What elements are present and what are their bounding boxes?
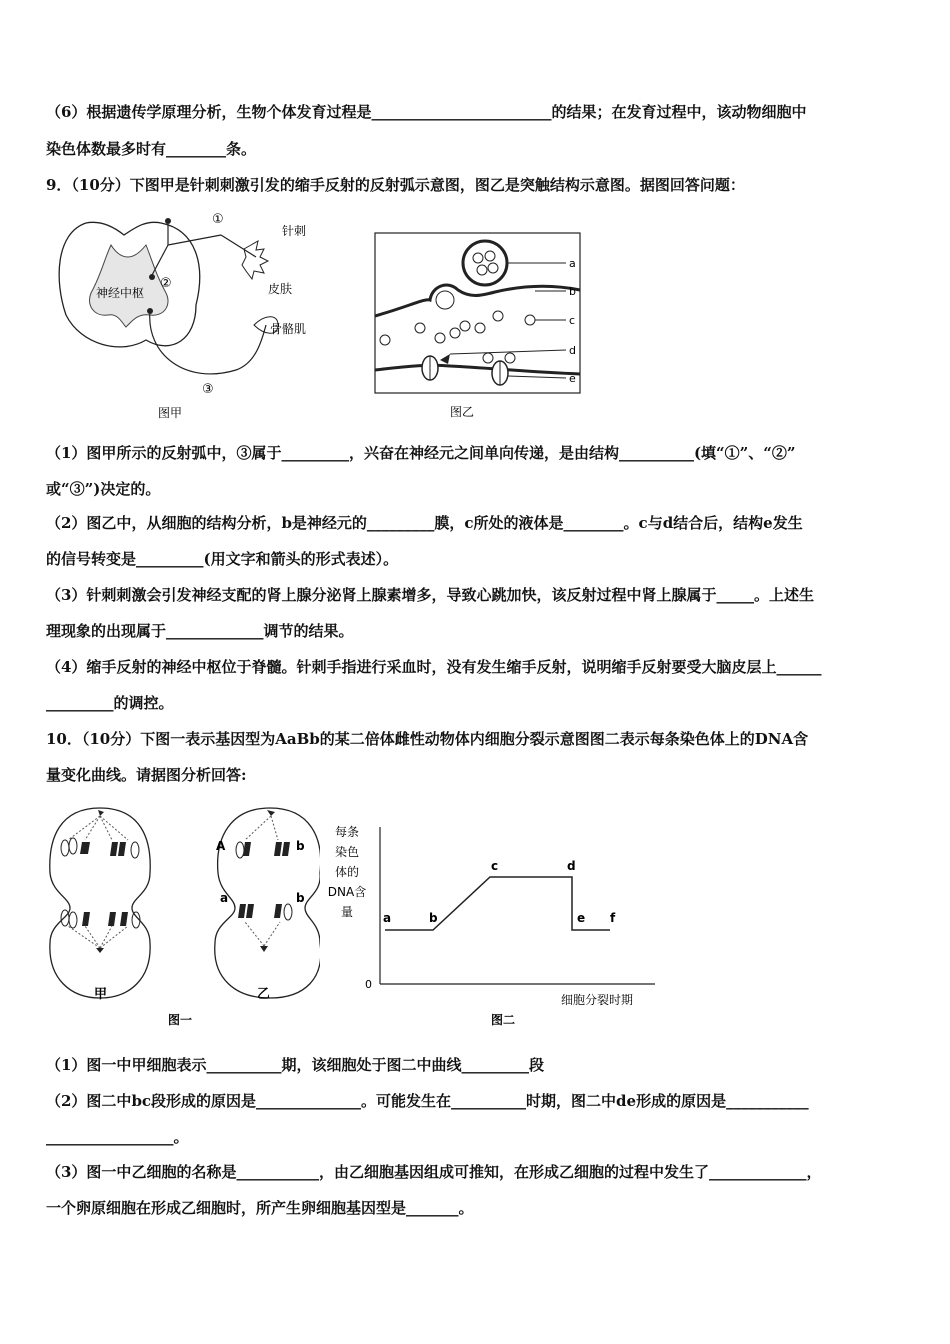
q9-p4-line1: （4）缩手反射的神经中枢位于脊髓。针刺手指进行采血时，没有发生缩手反射，说明缩手反射要受大脑皮层上______ (46, 658, 822, 676)
spindle-fiber (85, 926, 100, 948)
neurotransmitter (493, 311, 503, 321)
label-skin: 皮肤 (268, 282, 293, 296)
chromosome (243, 842, 251, 856)
q8-p6-line2: 染色体数最多时有________条。 (46, 140, 257, 158)
spindle-fiber (100, 926, 112, 948)
origin-label: 0 (365, 978, 372, 991)
point-label-c: c (491, 859, 499, 873)
spindle-fiber (100, 816, 112, 840)
vesicle-molecule (477, 265, 487, 275)
neurotransmitter (415, 323, 425, 333)
neurotransmitter (525, 315, 535, 325)
q9-p4-line2: _________的调控。 (46, 694, 174, 712)
spindle-pole-bottom (260, 946, 268, 952)
x-axis-label: 细胞分裂时期 (561, 993, 634, 1007)
label-jia: 甲 (94, 987, 108, 1002)
label-a: a (569, 257, 576, 270)
chromosome (282, 842, 290, 856)
q10-stem-line2: 量变化曲线。请据图分析回答: (46, 766, 247, 784)
chromosome (80, 842, 90, 854)
ylabel-line-1: 每条 (334, 825, 360, 839)
q10-p1: （1）图一中甲细胞表示__________期，该细胞处于图二中曲线_________段 (46, 1056, 544, 1074)
vesicle-molecule (488, 263, 498, 273)
chromosome (118, 842, 126, 856)
gene-a: a (220, 891, 229, 905)
spindle-fiber (100, 926, 128, 948)
ylabel-line-2: 染色 (334, 845, 360, 859)
ylabel-line-3: 体的 (334, 865, 360, 879)
label-needle: 针刺 (282, 224, 307, 238)
ylabel-line-4: DNA含 (327, 885, 367, 899)
gene-b-top: b (296, 839, 305, 853)
neurotransmitter (380, 335, 390, 345)
bound-transmitter (440, 354, 450, 364)
gene-b-bottom: b (296, 891, 305, 905)
fusing-vesicle (436, 291, 454, 309)
spindle-pole-bottom (96, 948, 104, 953)
postsynaptic-membrane (375, 365, 580, 374)
spindle-fiber (245, 922, 264, 946)
caption-fig1: 图一 (168, 1013, 193, 1027)
nerve-upper (151, 245, 168, 277)
chromosome (82, 912, 90, 926)
chromosome (238, 904, 246, 918)
chromosome (108, 912, 116, 926)
neurotransmitter (450, 328, 460, 338)
caption-yi: 图乙 (450, 405, 475, 419)
spindle-fiber (68, 926, 100, 948)
chromosome (246, 904, 254, 918)
chromosome (274, 842, 282, 856)
q10-p2-line1: （2）图二中bc段形成的原因是______________。可能发生在__________时期，图二中de形成的原因是___________ (46, 1092, 809, 1110)
caption-jia: 图甲 (158, 406, 183, 420)
point-label-b: b (429, 911, 438, 925)
chromosome (110, 842, 118, 856)
interneuron-dot (149, 274, 155, 280)
figure-two-chart (325, 812, 665, 1028)
point-label-d: d (567, 859, 576, 873)
chromosome (131, 842, 139, 858)
label-b: b (569, 285, 576, 298)
q10-p3-line1: （3）图一中乙细胞的名称是___________，由乙细胞基因组成可推知，在形成乙细胞的过程中发生了_____________， (46, 1163, 822, 1181)
chromosome (284, 904, 292, 920)
chromosome (61, 910, 69, 926)
q9-p3-line2: 理现象的出现属于_____________调节的结果。 (46, 622, 354, 640)
chromosome (61, 840, 69, 856)
nerve-to-skin (221, 235, 256, 257)
ganglion-dot (165, 218, 171, 224)
nerve-afferent (168, 235, 221, 245)
spindle-fiber (271, 816, 278, 840)
vesicle-molecule (473, 253, 483, 263)
q9-p1-line2: 或“③”)决定的。 (46, 480, 161, 498)
q10-p2-line2: _________________。 (46, 1128, 189, 1146)
spindle-fiber (264, 922, 280, 946)
figure-one (40, 798, 320, 1030)
spinal-cord (59, 222, 200, 347)
label-muscle: 骨骼肌 (270, 322, 307, 336)
synaptic-vesicle (463, 241, 507, 285)
label-yi: 乙 (257, 987, 271, 1002)
chromosome (274, 904, 282, 918)
skin-receptor-icon (242, 241, 268, 279)
q10-p3-line2: 一个卵原细胞在形成乙细胞时，所产生卵细胞基因型是_______。 (46, 1199, 474, 1217)
cell-jia (50, 808, 150, 998)
label-e: e (569, 372, 576, 385)
neurotransmitter (475, 323, 485, 333)
marker-3: ③ (202, 382, 214, 397)
label-d: d (569, 344, 576, 357)
neurotransmitter (435, 333, 445, 343)
marker-1: ① (212, 212, 224, 227)
neurotransmitter (505, 353, 515, 363)
spindle-fiber (245, 816, 271, 840)
chromosome (69, 912, 77, 928)
point-label-f: f (610, 911, 616, 925)
presynaptic-membrane (375, 285, 580, 316)
gene-A: A (216, 839, 226, 853)
q10-stem-line1: 10．（10分）下图一表示基因型为AaBb的某二倍体雌性动物体内细胞分裂示意图图二表示每条染色体上的DNA含 (46, 730, 809, 748)
point-label-a: a (383, 911, 392, 925)
spindle-fiber (100, 816, 128, 840)
vesicle-molecule (485, 251, 495, 261)
chromosome (120, 912, 128, 926)
chart-ylabel (328, 824, 366, 919)
q9-p3-line1: （3）针刺刺激会引发神经支配的肾上腺分泌肾上腺素增多，导致心跳加快，该反射过程中肾上腺属于_____。上述生 (46, 586, 814, 604)
neurotransmitter (483, 353, 493, 363)
ylabel-line-5: 量 (340, 905, 354, 919)
caption-fig2: 图二 (491, 1013, 516, 1027)
q8-p6-line1: （6）根据遗传学原理分析，生物个体发育过程是________________________的结果；在发育过程中，该动物细胞中 (46, 103, 807, 121)
nerve-efferent (150, 311, 266, 374)
q9-p2-line1: （2）图乙中，从细胞的结构分析，b是神经元的_________膜，c所处的液体是________。c与d结合后，结构e发生 (46, 514, 803, 532)
figure-jia (46, 205, 346, 425)
spindle-fiber (68, 816, 100, 840)
spindle-pole-top (267, 810, 275, 816)
spindle-pole-top (98, 810, 104, 816)
neurotransmitter (460, 321, 470, 331)
marker-2: ② (160, 276, 172, 291)
label-center: 神经中枢 (96, 286, 145, 300)
spindle-fiber (85, 816, 100, 840)
q9-p1-line1: （1）图甲所示的反射弧中，③属于_________，兴奋在神经元之间单向传递，是由结构__________(填“①”、“②” (46, 444, 796, 462)
label-c: c (569, 314, 576, 327)
figure-yi (370, 228, 600, 423)
q9-p2-line2: 的信号转变是_________(用文字和箭头的形式表述）。 (46, 550, 399, 568)
pointer-e (508, 376, 566, 378)
chromosome (236, 842, 244, 858)
q9-stem: 9．（10分）下图甲是针刺刺激引发的缩手反射的反射弧示意图，图乙是突触结构示意图。据图回答问题： (46, 176, 745, 194)
point-label-e: e (577, 911, 586, 925)
chromosome (69, 838, 77, 854)
